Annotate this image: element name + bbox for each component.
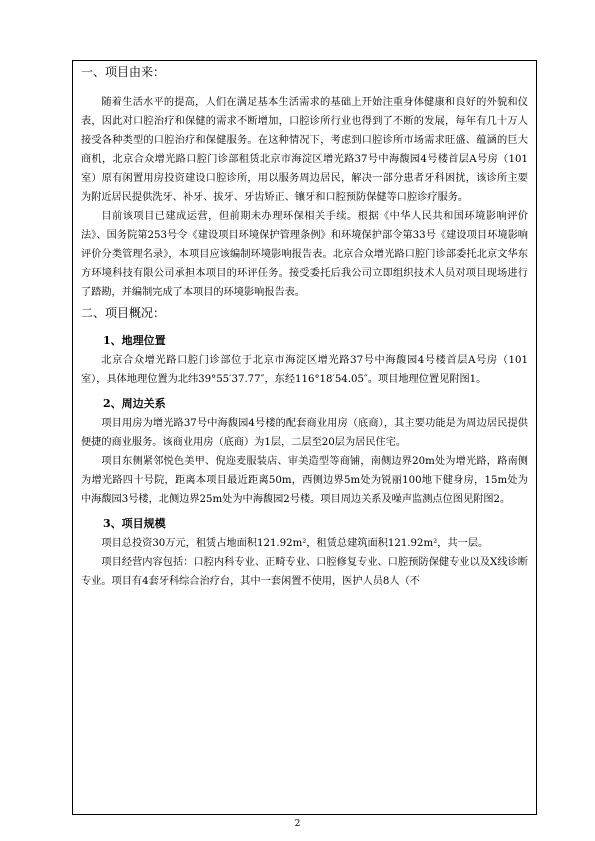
origin-paragraph-2: 目前该项目已建成运营，但前期未办理环保相关手续。根据《中华人民共和国环境影响评价法》、国务院第253号令《建设项目环境保护管理条例》和环境保护部令第33号《建设项目环境影响评价分类管理名录》，本项目应该编制环境影响报告表。北京合众增光路口腔门诊部委托北京文华东方环境科技有限公司承担本项目的环评任务。接受委托后我公司立即组织技术人员对项目现场进行了踏勘，并编制完成了本项目的环境影响报告表。 [81, 211, 528, 298]
origin-paragraph-1: 随着生活水平的提高，人们在满足基本生活需求的基础上开始注重身体健康和良好的外貌和仪表，因此对口腔治疗和保健的需求不断增加，口腔诊所行业也得到了不断的发展，每年有几十万人接受各种类型的口腔治疗和保健服务。在这种情况下，考虑到口腔诊所市场需求旺盛、蕴涵的巨大商机，北京合众增光路口腔门诊部租赁北京市海淀区增光路37号中海馥园4号楼首层A号房（101室）原有闲置用房投资建设口腔诊所，用以服务周边居民，解决一部分患者牙科困扰，该诊所主要为附近居民提供洗牙、补牙、拔牙、牙齿矫正、镶牙和口腔预防保健等口腔诊疗服务。 [81, 97, 528, 203]
page-number: 2 [294, 819, 301, 829]
subheading-surroundings: 2、周边关系 [103, 397, 166, 410]
content-frame [72, 60, 537, 815]
location-paragraph: 北京合众增光路口腔门诊部位于北京市海淀区增光路37号中海馥园4号楼首层A号房（101室），具体地理位置为北纬39°55′37.77″，东经116°18′54.05″。项目地理位置见附图1。 [81, 355, 528, 385]
surroundings-paragraph-2: 项目东侧紧邻悦色美甲、倪迩麦服装店、审美造型等商铺，南侧边界20m处为增光路，路南侧为增光路四十号院，距离本项目最近距离50m，西侧边界5m处为锐丽100地下健身房，15m处为中海馥园3号楼，北侧边界25m处为中海馥园2号楼。项目周边关系及噪声监测点位图见附图2。 [81, 456, 528, 505]
surroundings-paragraph-1: 项目用房为增光路37号中海馥园4号楼的配套商业用房（底商），其主要功能是为周边居民提供便捷的商业服务。该商业用房（底商）为1层，二层至20层为居民住宅。 [81, 418, 528, 448]
section-heading-origin: 一、项目由来： [81, 65, 166, 79]
subheading-location: 1、地理位置 [103, 334, 166, 347]
section-heading-overview: 二、项目概况： [81, 306, 166, 320]
subheading-scale: 3、项目规模 [103, 517, 166, 530]
scale-paragraph-2: 项目经营内容包括：口腔内科专业、正畸专业、口腔修复专业、口腔预防保健专业以及X线诊断专业。项目有4套牙科综合治疗台，其中一套闲置不使用，医护人员8人（不 [81, 557, 528, 587]
scale-paragraph-1: 项目总投资30万元，租赁占地面积121.92m²，租赁总建筑面积121.92m²，共一层。 [101, 538, 489, 549]
